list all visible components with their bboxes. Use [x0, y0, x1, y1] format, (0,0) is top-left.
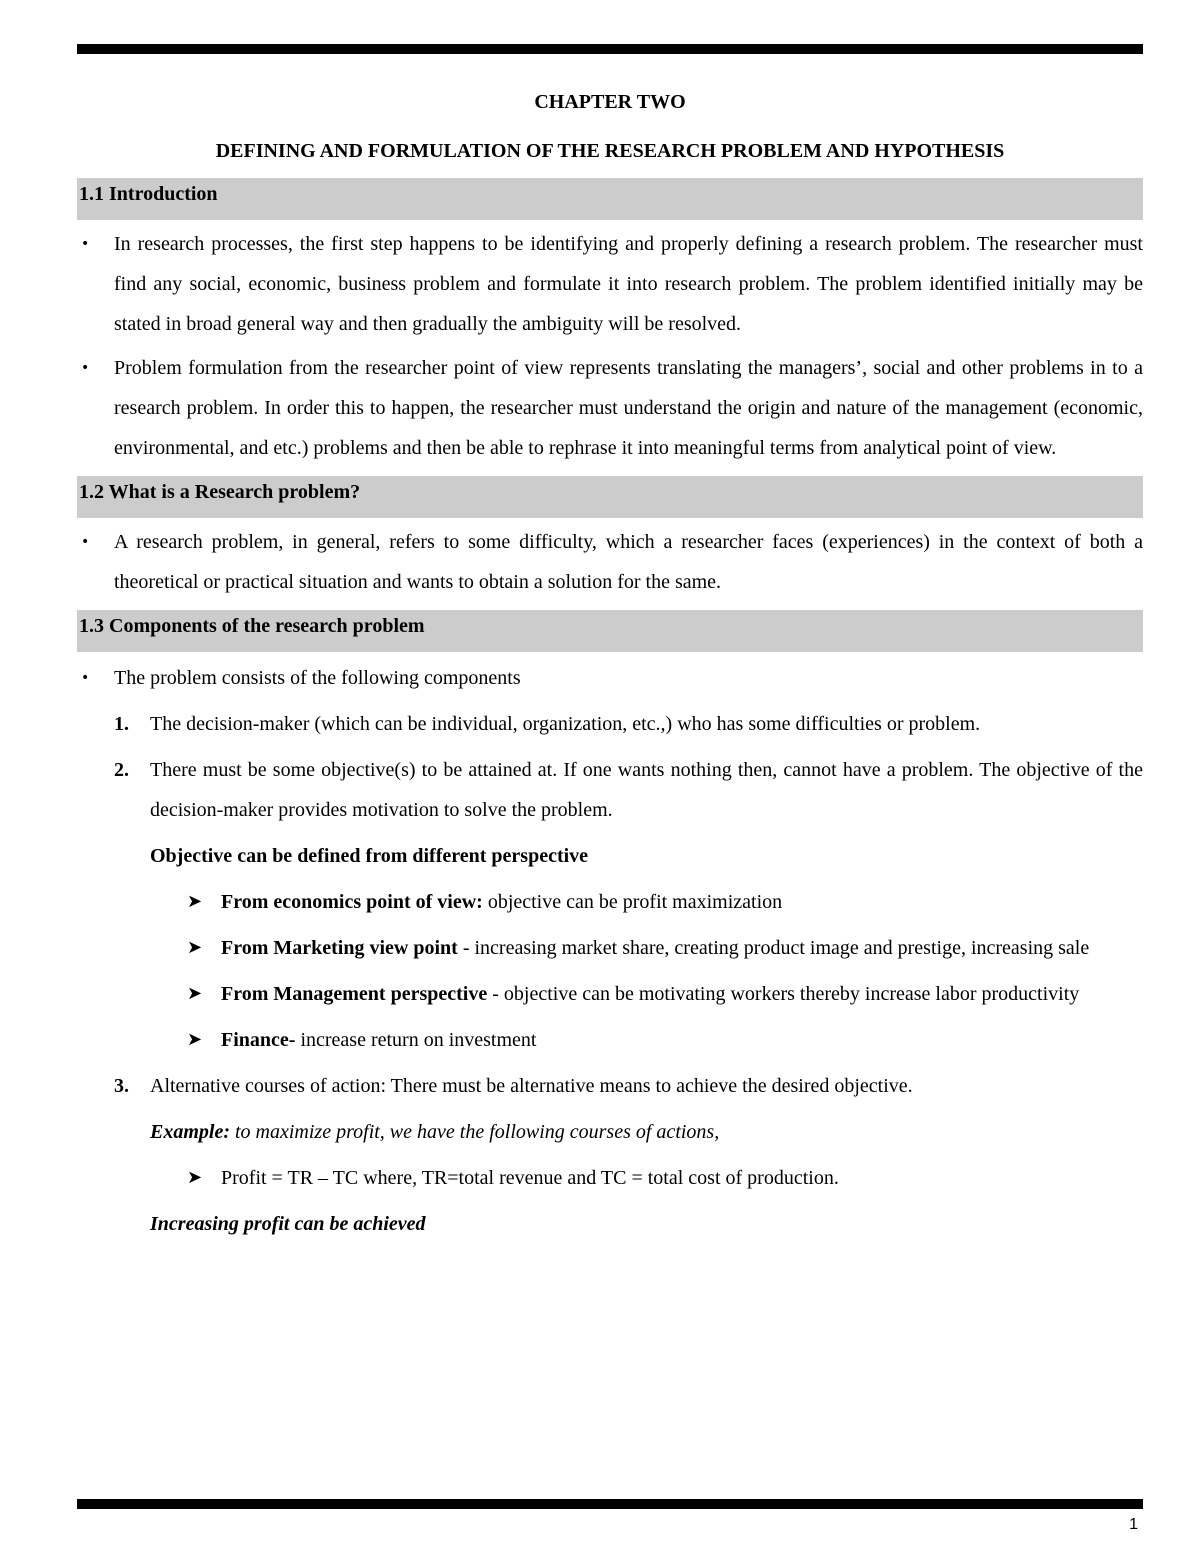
section-heading-introduction: 1.1 Introduction: [77, 178, 1143, 220]
example-label: Example:: [150, 1121, 230, 1143]
section-heading-research-problem: 1.2 What is a Research problem?: [77, 476, 1143, 518]
chapter-subtitle: DEFINING AND FORMULATION OF THE RESEARCH PROBLEM AND HYPOTHESIS: [215, 140, 1005, 162]
arrow-bullet-icon: ➤: [187, 1029, 203, 1050]
perspective-label: Finance-: [221, 1029, 296, 1051]
bullet-paragraph: • In research processes, the first step happens to be identifying and properly defining a research problem. The researcher must find any social, economic, business problem and formulate it into research problem. The problem identified initially may be stated in broad general way and then gradually the ambiguity will be resolved.: [77, 224, 1143, 344]
arrow-bullet-icon: ➤: [187, 983, 203, 1004]
item-number: 1.: [114, 713, 129, 735]
objective-heading: Objective can be defined from different perspective: [150, 845, 589, 867]
perspective-label: From economics point of view:: [221, 891, 483, 913]
numbered-item: [77, 1066, 1143, 1106]
item-number: 2.: [114, 759, 129, 781]
top-rule: [77, 44, 1143, 54]
perspective-label: From Management perspective: [221, 983, 488, 1005]
arrow-bullet-icon: ➤: [187, 891, 203, 912]
arrow-bullet-icon: ➤: [187, 937, 203, 958]
perspective-item: [77, 882, 1143, 922]
chapter-title: CHAPTER TWO: [534, 91, 686, 113]
profit-formula-item: [77, 1158, 1143, 1198]
section-heading-components: 1.3 Components of the research problem: [77, 610, 1143, 652]
numbered-item: [77, 704, 1143, 744]
perspective-text: - increasing market share, creating product image and prestige, increasing sale: [457, 937, 1090, 959]
item-text: There must be some objective(s) to be attained at. If one wants nothing then, cannot have a problem. The objective of the decision-maker provides motivation to solve the problem.: [150, 759, 1143, 821]
perspective-text: increase return on investment: [295, 1029, 537, 1051]
perspective-label: From Marketing view point: [221, 937, 458, 959]
perspective-item: [77, 974, 1143, 1014]
perspective-item: [77, 928, 1143, 968]
perspective-text: - objective can be motivating workers thereby increase labor productivity: [487, 983, 1080, 1005]
document-page: [77, 86, 1143, 1244]
perspective-text: objective can be profit maximization: [482, 891, 783, 913]
numbered-item: [77, 750, 1143, 830]
page-number: 1: [1129, 1516, 1138, 1533]
bullet-paragraph: • A research problem, in general, refers to some difficulty, which a researcher faces (experiences) in the context of both a theoretical or practical situation and wants to obtain a solution for the same.: [77, 522, 1143, 602]
example-text: to maximize profit, we have the following courses of actions,: [230, 1121, 720, 1143]
arrow-bullet-icon: ➤: [187, 1167, 203, 1188]
closing-line: Increasing profit can be achieved: [150, 1213, 426, 1235]
profit-formula-text: Profit = TR – TC where, TR=total revenue and TC = total cost of production.: [221, 1167, 839, 1189]
bottom-rule: [77, 1499, 1143, 1509]
perspective-item: [77, 1020, 1143, 1060]
bullet-paragraph: • Problem formulation from the researcher point of view represents translating the managers’, social and other problems in to a research problem. In order this to happen, the researcher must understand the origin and nature of the management (economic, environmental, and etc.) problems and then be able to rephrase it into meaningful terms from analytical point of view.: [77, 348, 1143, 468]
example-line: [77, 1112, 1143, 1152]
bullet-paragraph: • The problem consists of the following components: [77, 658, 1143, 698]
item-text: Alternative courses of action: There must be alternative means to achieve the desired objective.: [150, 1075, 913, 1097]
item-number: 3.: [114, 1075, 129, 1097]
item-text: The decision-maker (which can be individual, organization, etc.,) who has some difficulties or problem.: [150, 713, 981, 735]
